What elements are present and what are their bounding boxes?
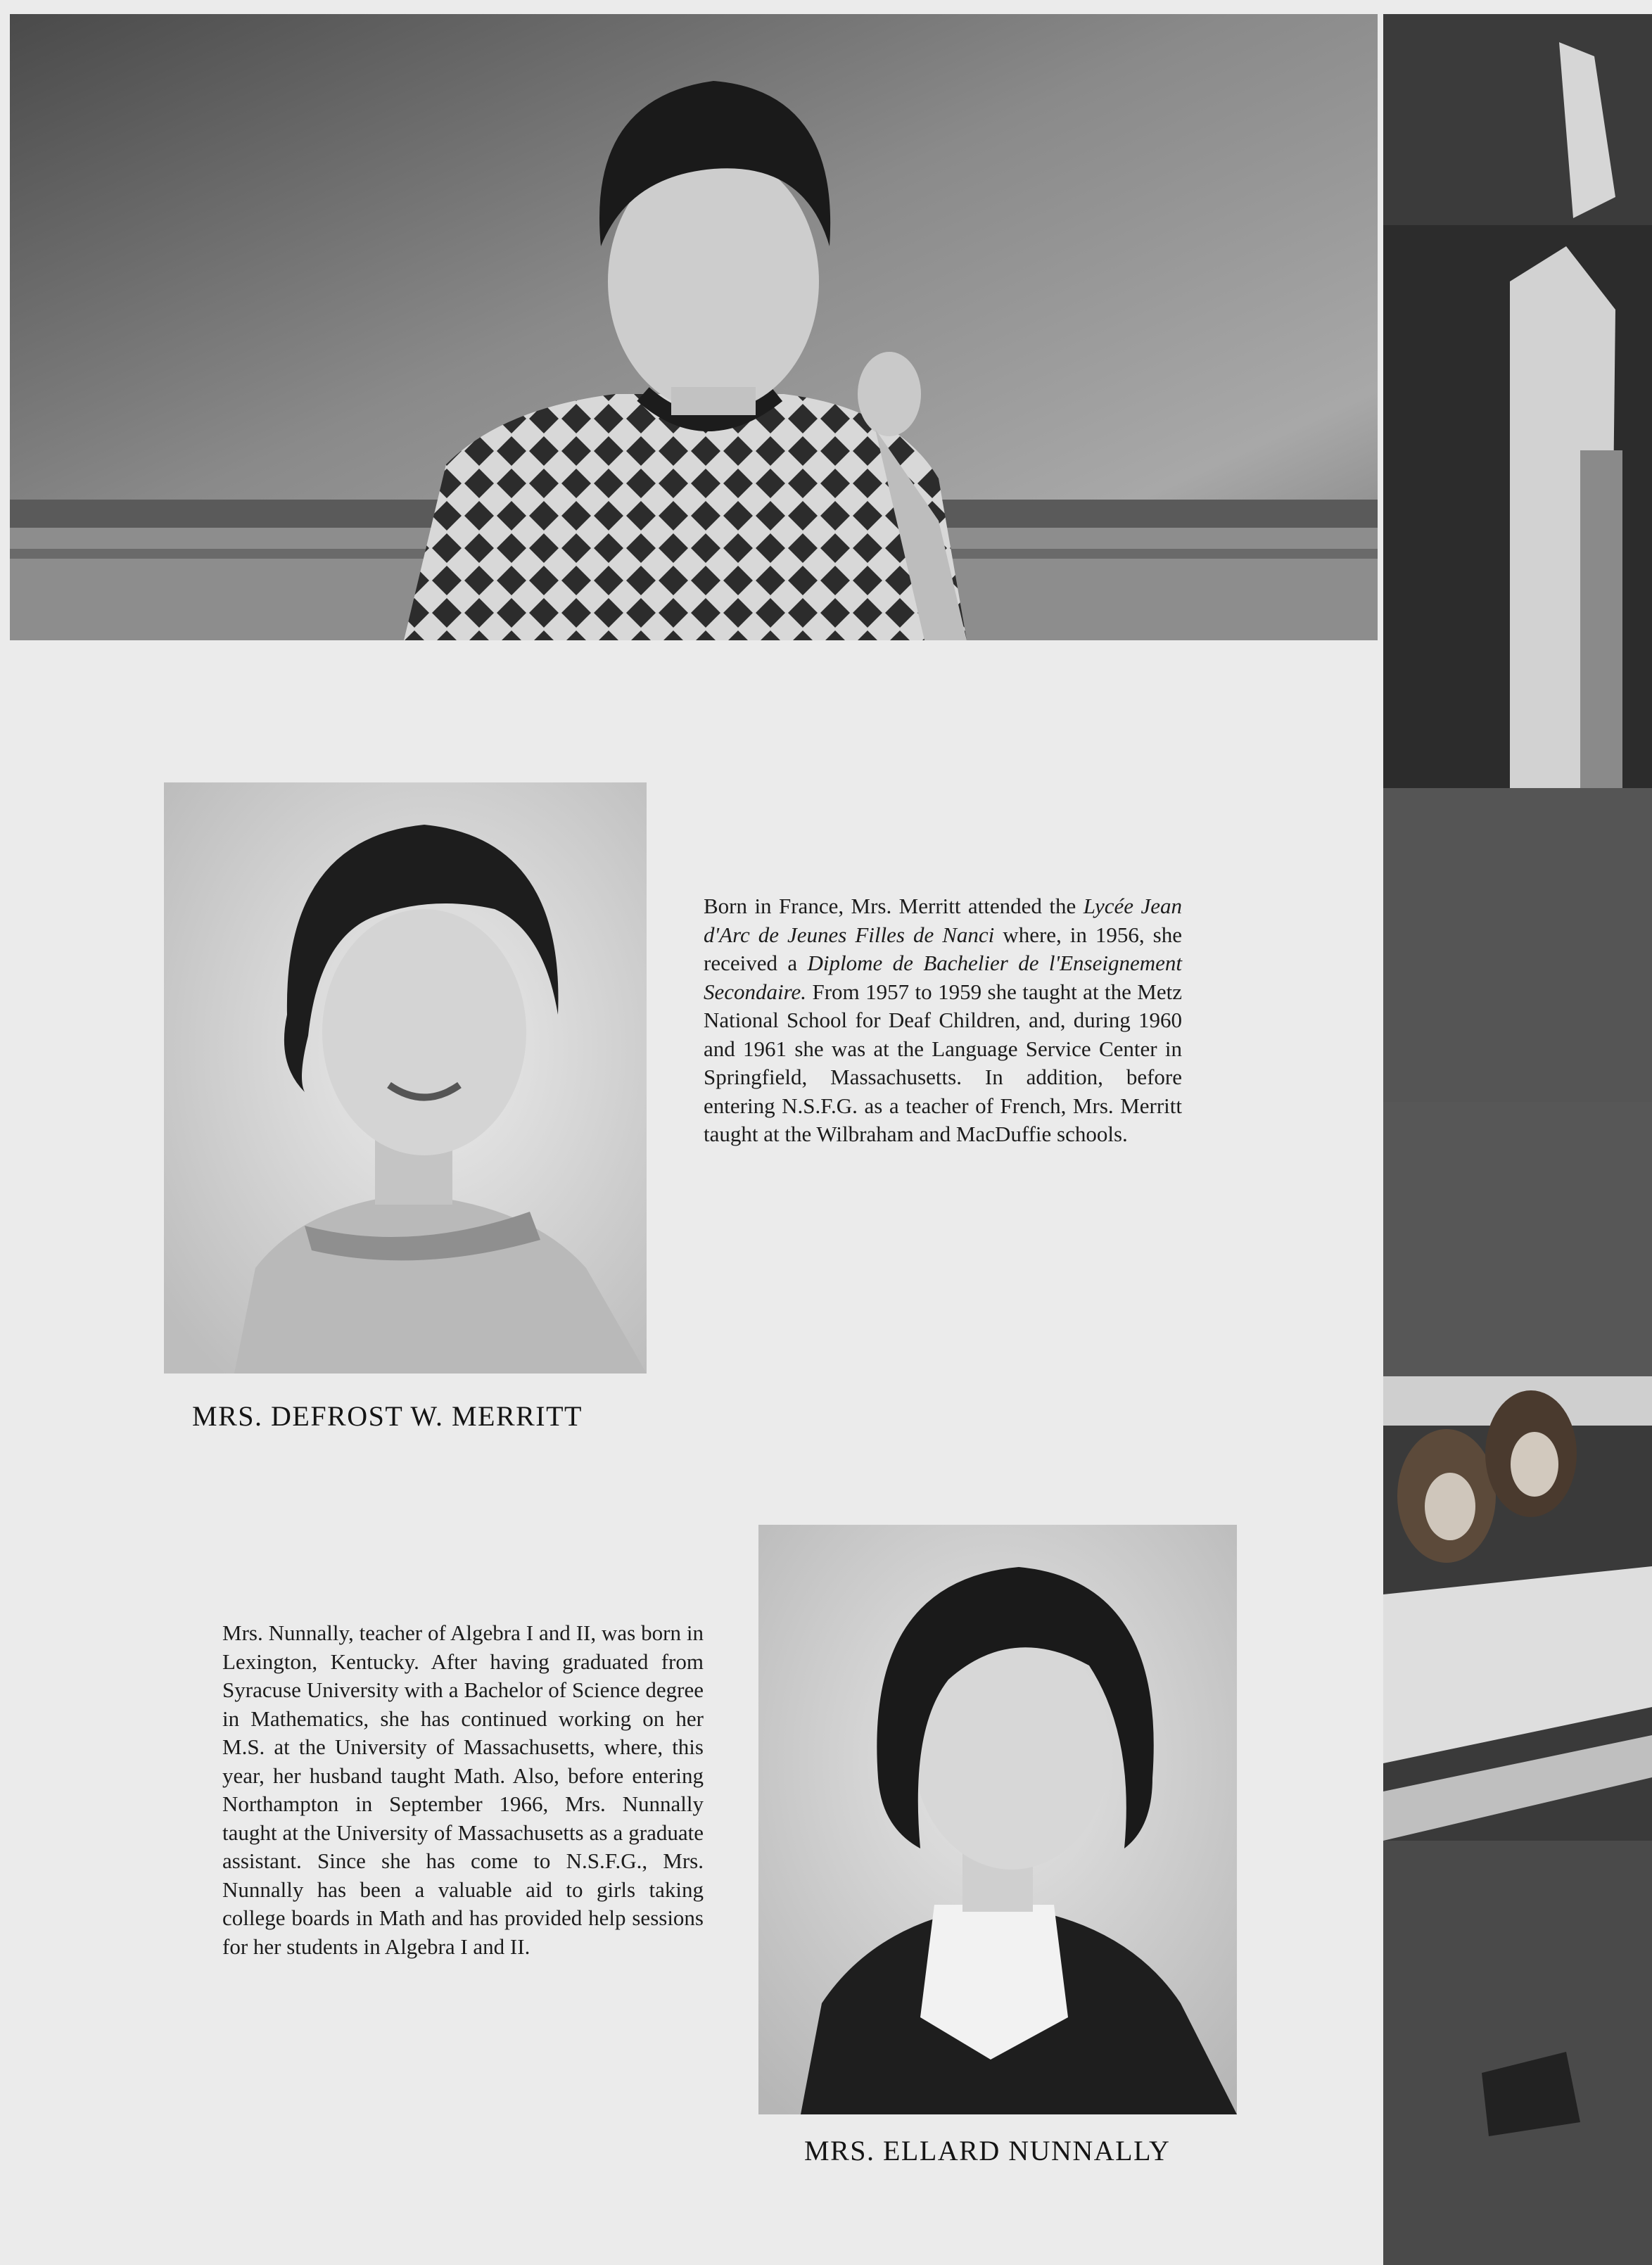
portrait-merritt xyxy=(164,782,647,1373)
bio-merritt-school: Lycée Jean d'Arc de Jeunes Filles de Nanci xyxy=(704,894,1183,947)
bio-merritt-part1: Born in France, Mrs. Merritt attended the xyxy=(704,894,1084,918)
portrait-nunnally xyxy=(758,1525,1237,2114)
name-caption-nunnally: MRS. ELLARD NUNNALLY xyxy=(804,2135,1171,2166)
bio-merritt-part3: From 1957 to 1959 she taught at the Metz National School for Deaf Children, and, during 1960 and 1961 she was at the Language Service Center in Springfield, Massachusetts. In addition, before entering N.S.F.G. as a teacher of French, Mrs. Merritt taught at the Wilbraham and MacDuffie schools. xyxy=(704,979,1182,1146)
bio-nunnally: Mrs. Nunnally, teacher of Algebra I and II, was born in Lexington, Kentucky. After having graduated from Syracuse University with a Bachelor of Science degree in Mathematics, she has continued working on her M.S. at the University of Massachusetts, where, this year, her husband taught Math. Also, before entering Northampton in September 1966, Mrs. Nunnally taught at the University of Massachusetts as a graduate assistant. Since she has come to N.S.F.G., Mrs. Nunnally has been a valuable aid to girls taking college boards in Math and has provided help sessions for her students in Algebra I and II. xyxy=(222,1620,704,1959)
bio-merritt-diploma: Diplome de Bachelier de l'Enseignement Secondaire. xyxy=(704,951,1182,1004)
bio-merritt-part2: where, in 1956, she received a xyxy=(704,922,1182,975)
name-caption-merritt: MRS. DEFROST W. MERRITT xyxy=(192,1400,583,1432)
bio-merritt xyxy=(704,892,1182,1149)
top-classroom-photo xyxy=(10,14,1378,640)
side-strip-photo-upper xyxy=(1383,14,1652,1136)
side-strip-photo-lower xyxy=(1383,1102,1652,2265)
